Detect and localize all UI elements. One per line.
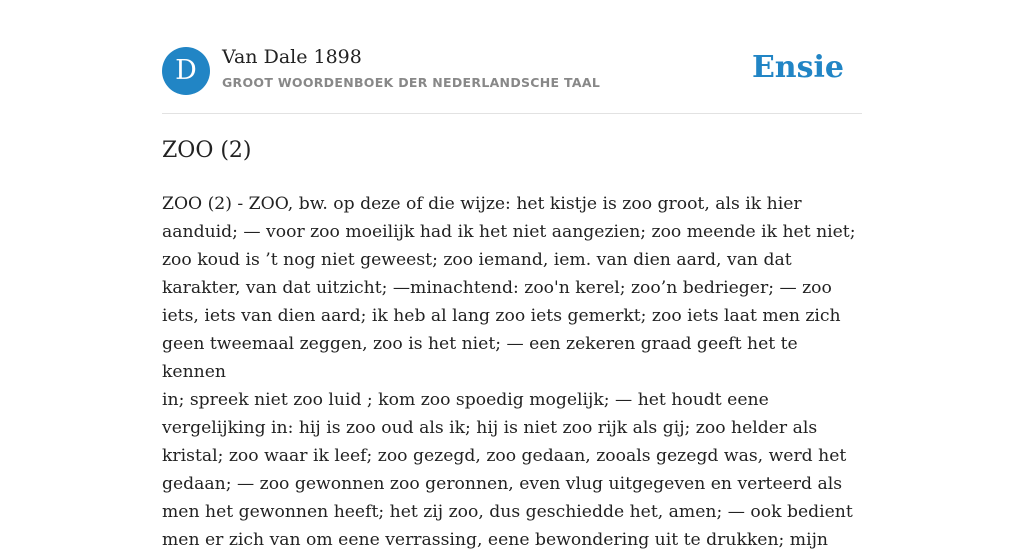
- entry-title: ZOO (2): [162, 138, 252, 163]
- source-subtitle: GROOT WOORDENBOEK DER NEDERLANDSCHE TAAL: [222, 75, 601, 90]
- source-avatar[interactable]: D: [162, 47, 210, 95]
- header: [162, 46, 862, 96]
- source-title[interactable]: Van Dale 1898: [222, 46, 362, 68]
- header-divider: [162, 113, 862, 114]
- ensie-logo[interactable]: Ensie: [751, 50, 844, 85]
- entry-definition: ZOO (2) - ZOO, bw. op deze of die wijze: het kistje is zoo groot, als ik hier aanduid; — voor zoo moeilijk had ik het niet aangezien; zoo meende ik het niet; zoo koud is ’t nog niet geweest; zoo iemand, iem. van dien aard, van dat karakter, van dat uitzicht; —minachtend: zoo'n kerel; zoo’n bedrieger; — zoo iets, iets van dien aard; ik heb al lang zoo iets gemerkt; zoo iets laat men zich geen tweemaal zeggen, zoo is het niet; — een zekeren graad geeft het te kennen in; spreek niet zoo luid ; kom zoo spoedig mogelijk; — het houdt eene vergelijking in: hij is zoo oud als ik; hij is niet zoo rijk als gij; zoo helder als kristal; zoo waar ik leef; zoo gezegd, zoo gedaan, zooals gezegd was, werd het gedaan; — zoo gewonnen zoo geronnen, even vlug uitgegeven en verteerd als men het gewonnen heeft; het zij zoo, dus geschiedde het, amen; — ook bedient men er zich van om eene verrassing, eene bewondering uit te drukken; mijn: [162, 194, 856, 550]
